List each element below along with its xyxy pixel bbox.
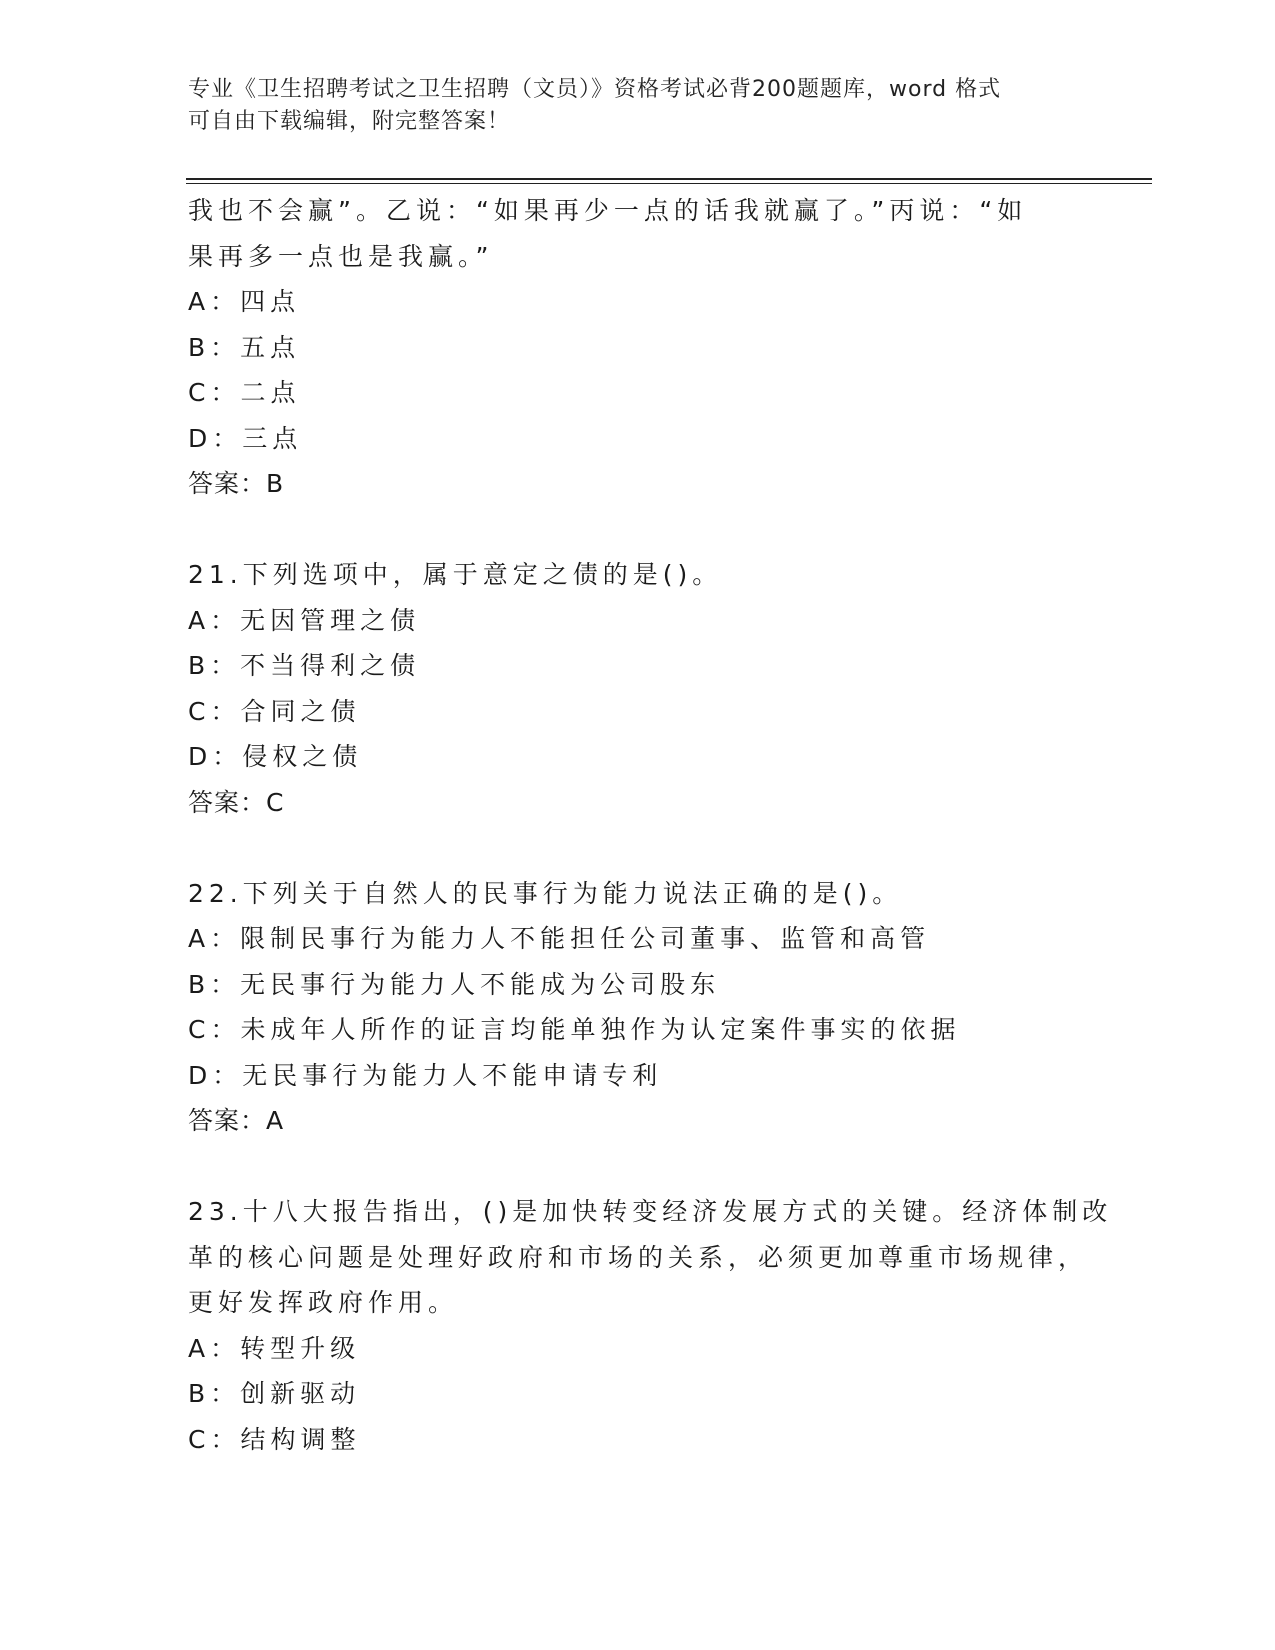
option-d: D：侵权之债 bbox=[188, 742, 363, 771]
question-stem: 23.十八大报告指出，()是加快转变经济发展方式的关键。经济体制改 bbox=[188, 1197, 1113, 1226]
option-a: A：四点 bbox=[188, 287, 301, 316]
option-a: A：限制民事行为能力人不能担任公司董事、监管和高管 bbox=[188, 924, 931, 953]
option-c: C：结构调整 bbox=[188, 1424, 361, 1454]
question-stem: 21.下列选项中，属于意定之债的是()。 bbox=[188, 560, 723, 589]
question-list bbox=[188, 188, 1148, 1462]
question-stem: 革的核心问题是处理好政府和市场的关系，必须更加尊重市场规律， bbox=[188, 1242, 1089, 1272]
answer-label: 答案：C bbox=[188, 787, 285, 817]
question-stem: 果再多一点也是我赢。” bbox=[188, 241, 494, 271]
spacer bbox=[188, 825, 1148, 871]
header-line: 可自由下载编辑，附完整答案！ bbox=[188, 109, 511, 134]
header-rule-thick bbox=[186, 178, 1152, 180]
question-20 bbox=[188, 188, 1148, 507]
option-b: B：创新驱动 bbox=[188, 1379, 361, 1408]
option-a: A：转型升级 bbox=[188, 1333, 361, 1363]
option-b: B：不当得利之债 bbox=[188, 651, 421, 680]
header-rule-thin bbox=[186, 183, 1152, 184]
spacer bbox=[188, 1144, 1148, 1190]
option-c: C：合同之债 bbox=[188, 696, 361, 726]
option-c: C：未成年人所作的证言均能单独作为认定案件事实的依据 bbox=[188, 1015, 961, 1044]
question-22 bbox=[188, 871, 1148, 1144]
spacer bbox=[188, 507, 1148, 553]
question-stem: 更好发挥政府作用。 bbox=[188, 1288, 459, 1317]
option-d: D：三点 bbox=[188, 423, 303, 453]
header-line: 专业《卫生招聘考试之卫生招聘（文员）》资格考试必背200题题库，word 格式 bbox=[188, 77, 1002, 102]
option-b: B：五点 bbox=[188, 332, 301, 362]
question-23 bbox=[188, 1189, 1148, 1462]
question-21 bbox=[188, 552, 1148, 825]
page-header bbox=[188, 74, 1088, 138]
option-b: B：无民事行为能力人不能成为公司股东 bbox=[188, 969, 721, 999]
option-a: A：无因管理之债 bbox=[188, 605, 421, 635]
option-c: C：二点 bbox=[188, 378, 301, 407]
answer-label: 答案：B bbox=[188, 469, 285, 498]
question-stem: 我也不会赢”。乙说：“如果再少一点的话我就赢了。”丙说：“如 bbox=[188, 196, 1028, 225]
answer-label: 答案：A bbox=[188, 1106, 285, 1135]
question-stem: 22.下列关于自然人的民事行为能力说法正确的是()。 bbox=[188, 878, 903, 908]
option-d: D：无民事行为能力人不能申请专利 bbox=[188, 1060, 663, 1090]
